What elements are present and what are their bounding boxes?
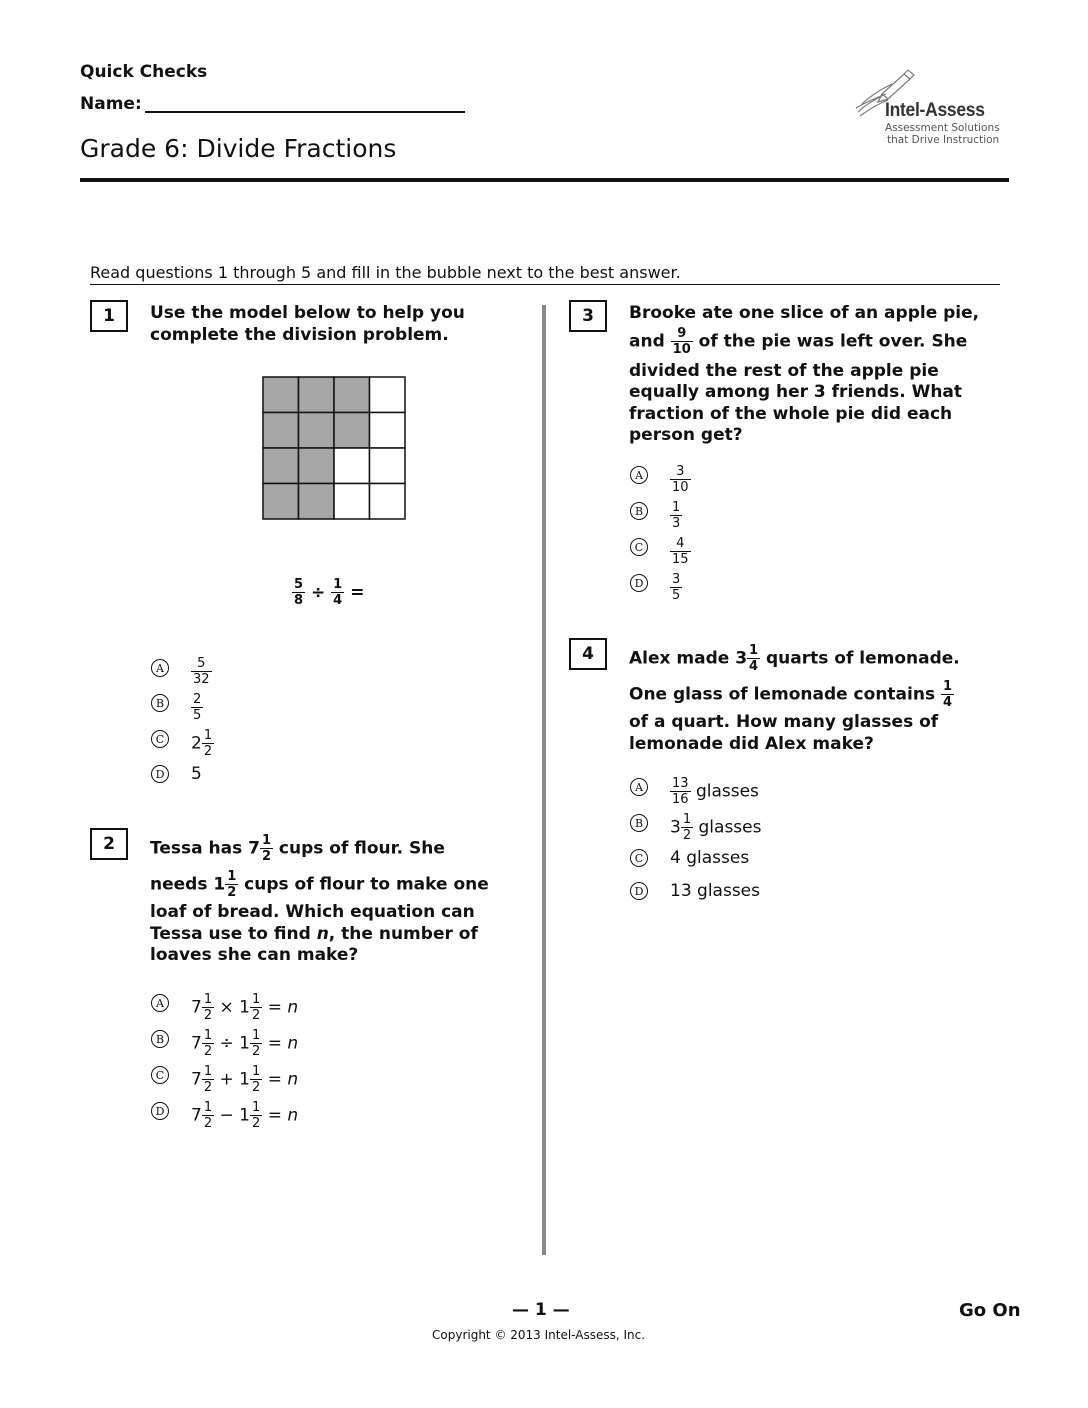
grid-cell: [299, 484, 335, 520]
question-3-line-3: divided the rest of the apple pie: [629, 360, 939, 381]
grid-cell: [299, 448, 335, 484]
question-3-line-6: person get?: [629, 425, 743, 445]
question-2-line-3: loaf of bread. Which equation can: [150, 902, 475, 922]
fraction-area-model: [262, 376, 407, 525]
equation-equals: =: [350, 582, 365, 603]
question-4-line-2: One glass of lemonade contains $\frac{1}{4}$: [629, 679, 953, 710]
grid-cell: [263, 484, 299, 520]
question-number-1: 1: [90, 300, 128, 332]
question-4-text: [629, 644, 960, 755]
answer-bubble[interactable]: D: [630, 574, 648, 592]
logo-tagline-1: Assessment Solutions: [885, 122, 1000, 134]
question-1-line-1: Use the model below to help you: [150, 303, 465, 323]
equation-fraction-a: $\frac{5}{8}$: [294, 577, 304, 608]
q1-option-a-fraction: $\frac{5}{32}$: [193, 656, 210, 687]
intel-assess-logo: [852, 66, 1012, 150]
grid-cell: [370, 413, 406, 449]
grid-cell: [334, 484, 370, 520]
answer-bubble[interactable]: D: [151, 765, 169, 783]
grid-cell: [370, 377, 406, 413]
page-number: — 1 —: [512, 1300, 570, 1320]
question-3-text: [629, 303, 979, 447]
question-4-line-1: Alex made 3 $\frac{1}{4}$ quarts of lemonade.: [629, 643, 960, 674]
grid-cell: [263, 377, 299, 413]
grid-cell: [334, 413, 370, 449]
q2-option-equation: 7 $\frac{1}{2}$ + 1 $\frac{1}{2}$ = n: [191, 1064, 299, 1095]
question-number-2: 2: [90, 828, 128, 860]
logo-tagline-2: that Drive Instruction: [887, 134, 1000, 146]
grid-cell: [370, 448, 406, 484]
logo-name: Intel-Assess: [885, 100, 985, 121]
go-on-label: Go On: [959, 1300, 1021, 1321]
grid-cell: [299, 413, 335, 449]
answer-bubble[interactable]: D: [630, 882, 648, 900]
question-1-line-2: complete the division problem.: [150, 324, 449, 345]
grid-cell: [334, 448, 370, 484]
grid-cell: [334, 377, 370, 413]
answer-bubble[interactable]: B: [630, 814, 648, 832]
answer-bubble[interactable]: B: [151, 694, 169, 712]
q2-option-equation: 7 $\frac{1}{2}$ − 1 $\frac{1}{2}$ = n: [191, 1100, 299, 1131]
question-2-line-5: loaves she can make?: [150, 945, 359, 965]
answer-bubble[interactable]: C: [630, 538, 648, 556]
answer-bubble[interactable]: C: [151, 730, 169, 748]
instructions: Read questions 1 through 5 and fill in the bubble next to the best answer.: [90, 263, 681, 282]
equation-operator: ÷: [310, 582, 326, 603]
question-2-line-4: Tessa use to find n, the number of: [150, 923, 478, 944]
question-3-line-4: equally among her 3 friends. What: [629, 382, 963, 402]
q2-option-equation: 7 $\frac{1}{2}$ × 1 $\frac{1}{2}$ = n: [191, 992, 299, 1023]
column-divider: [542, 305, 546, 1255]
question-2-line-1: Tessa has 7 $\frac{1}{2}$ cups of flour. She: [150, 833, 445, 864]
name-field-line[interactable]: [145, 111, 465, 113]
question-number-3: 3: [569, 300, 607, 332]
header-divider: [80, 178, 1009, 182]
q1-option-c-fraction: $\frac{1}{2}$: [203, 728, 213, 759]
answer-bubble[interactable]: B: [630, 502, 648, 520]
copyright: Copyright © 2013 Intel-Assess, Inc.: [432, 1328, 646, 1342]
answer-bubble[interactable]: A: [630, 778, 648, 796]
question-4-line-4: lemonade did Alex make?: [629, 733, 874, 754]
question-2-line-2: needs 1 $\frac{1}{2}$ cups of flour to make one: [150, 869, 489, 900]
question-3-line-1: Brooke ate one slice of an apple pie,: [629, 303, 980, 323]
question-number-4: 4: [569, 638, 607, 670]
question-3-line-2: and $\frac{9}{10}$ of the pie was left over. She: [629, 325, 968, 357]
answer-bubble[interactable]: A: [151, 659, 169, 677]
equation-fraction-b: $\frac{1}{4}$: [333, 577, 343, 608]
answer-bubble[interactable]: D: [151, 1102, 169, 1120]
page-title: Grade 6: Divide Fractions: [80, 134, 397, 163]
grid-cell: [263, 448, 299, 484]
grid-cell: [370, 484, 406, 520]
instructions-divider: [90, 284, 1000, 285]
grid-cell: [263, 413, 299, 449]
quick-checks-label: Quick Checks: [80, 62, 208, 82]
grid-cell: [299, 377, 335, 413]
area-model-grid: [262, 376, 407, 521]
answer-bubble[interactable]: B: [151, 1030, 169, 1048]
answer-bubble[interactable]: A: [151, 994, 169, 1012]
name-label: Name:: [80, 94, 142, 114]
q2-option-equation: 7 $\frac{1}{2}$ ÷ 1 $\frac{1}{2}$ = n: [191, 1028, 299, 1059]
question-1-equation: [292, 578, 364, 607]
question-3-line-5: fraction of the whole pie did each: [629, 403, 953, 424]
question-4-line-3: of a quart. How many glasses of: [629, 712, 939, 732]
question-1-text: [150, 303, 465, 346]
q1-option-b-fraction: $\frac{2}{5}$: [193, 692, 202, 723]
answer-bubble[interactable]: A: [630, 466, 648, 484]
answer-bubble[interactable]: C: [630, 849, 648, 867]
question-2-text: [150, 834, 489, 967]
answer-bubble[interactable]: C: [151, 1066, 169, 1084]
